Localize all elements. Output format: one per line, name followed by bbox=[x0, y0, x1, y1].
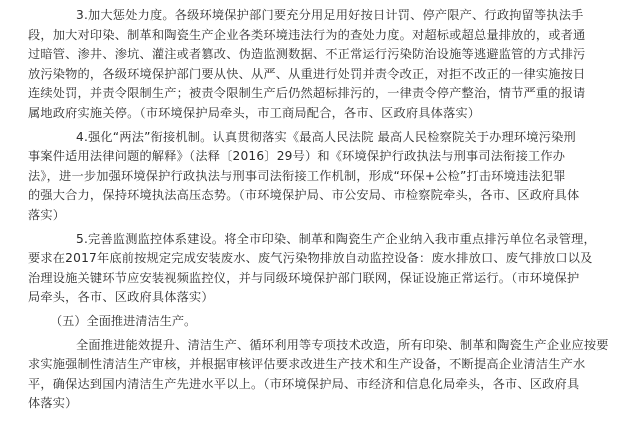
text-line: 平，确保达到国内清洁生产先进水平以上。（市环境保护局、市经济和信息化局牵头，各市、区政府具 bbox=[28, 376, 580, 391]
document-body bbox=[0, 6, 640, 418]
text-line: 落实） bbox=[28, 207, 66, 222]
text-line: 求实施强制性清洁生产审核，并根据审核评估要求改进生产技术和生产设备，不断提高企业清洁生产水 bbox=[28, 357, 586, 372]
text-line: 放污染物的，各级环境保护部门要从快、从严、从重进行处罚并责令改正，对拒不改正的一律实施按日 bbox=[28, 66, 586, 81]
text-line: 法》，进一步加强环境保护行政执法与刑事司法衔接工作机制，形成“环保+公检”打击环境违法犯罪 bbox=[28, 168, 566, 183]
text-line: 全面推进能效提升、清洁生产、循环利用等专项技术改造，所有印染、制革和陶瓷生产企业应按要 bbox=[76, 337, 609, 352]
text-line: 事案件适用法律问题的解释》（法释〔2016〕29号）和《环境保护行政执法与刑事司法衔接工作办 bbox=[28, 149, 566, 164]
text-line: 体落实） bbox=[28, 396, 78, 411]
text-line: 要求在2017年底前按规定完成安装废水、废气污染物排放自动监控设备：废水排放口、废气排放口以及 bbox=[28, 251, 593, 266]
text-line: 连续处罚，并责令限制生产；被责令限制生产后仍然超标排污的，一律责令停产整治，情节严重的报请 bbox=[28, 86, 586, 101]
text-line: 治理设施关键环节应安装视频监控仪，并与同级环境保护部门联网，保证设施正常运行。（市环境保护 bbox=[28, 270, 580, 285]
text-line: 局牵头，各市、区政府具体落实） bbox=[28, 290, 214, 305]
paragraph-two-laws bbox=[0, 128, 640, 226]
text-line: 3.加大惩处力度。各级环境保护部门要充分用足用好按日计罚、停产限产、行政拘留等执法手 bbox=[76, 8, 584, 22]
text-line: 5.完善监测监控体系建设。将全市印染、制革和陶瓷生产企业纳入我市重点排污单位名录管理， bbox=[76, 231, 596, 246]
paragraph-clean-production bbox=[0, 336, 640, 414]
paragraph-monitoring bbox=[0, 230, 640, 308]
text-line: 属地政府实施关停。（市环境保护局牵头，市工商局配合，各市、区政府具体落实） bbox=[28, 105, 481, 120]
text-line: 的强大合力，保持环境执法高压态势。（市环境保护局、市公安局、市检察院牵头，各市、区政府具体 bbox=[28, 188, 580, 203]
text-line: 段，加大对印染、制革和陶瓷生产企业各类环境违法行为的查处力度。对超标或超总量排放的，或者通 bbox=[28, 27, 586, 42]
text-line: 过暗管、渗井、渗坑、灌注或者篡改、伪造监测数据、不正常运行污染防治设施等逃避监管的方式排污 bbox=[28, 47, 586, 62]
text-line: 4.强化“两法”衔接机制。认真贯彻落实《最高人民法院 最高人民检察院关于办理环境污染刑 bbox=[76, 129, 576, 144]
paragraph-penalty bbox=[0, 6, 640, 124]
section-heading: （五）全面推进清洁生产。 bbox=[50, 313, 197, 328]
